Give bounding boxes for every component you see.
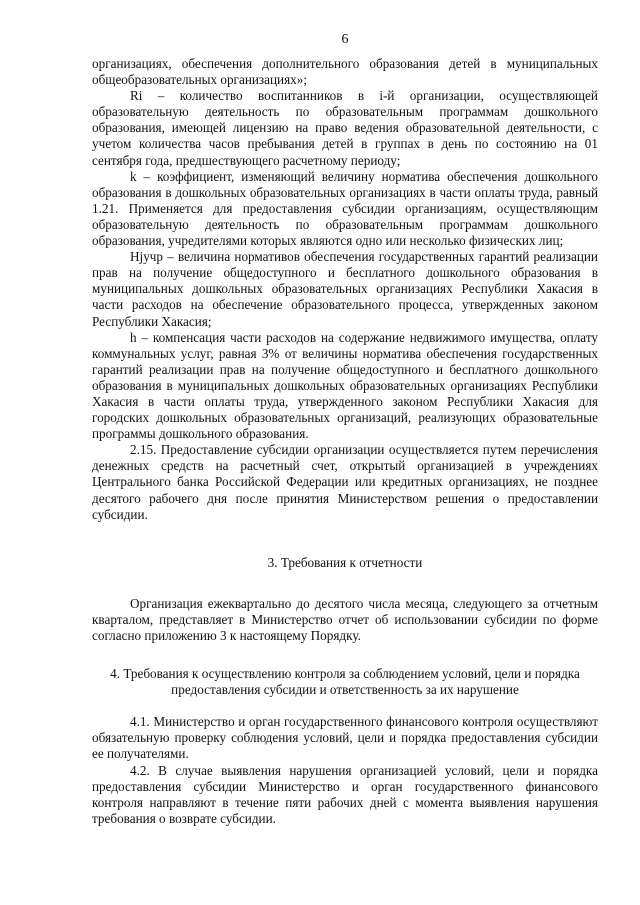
paragraph-4-1: 4.1. Министерство и орган государственного финансового контроля осуществляют обязательную проверку соблюдения условий, цели и порядка предоставления субсидии ее получателями.: [92, 714, 598, 762]
section-3-heading: 3. Требования к отчетности: [267, 554, 423, 570]
spacer: [92, 571, 598, 596]
paragraph-ri-definition: Ri – количество воспитанников в i-й организации, осуществляющей образовательную деятельность по образовательным программам дошкольного образования, имеющей лицензию на право ведения образовательной деятельности, с учетом количества часов пребывания детей в группах в день по состоянию на 01 сентября года, предшествующего расчетному периоду;: [92, 88, 598, 168]
paragraph-nj-definition: Нјучр – величина нормативов обеспечения государственных гарантий реализации прав на получение общедоступного и бесплатного дошкольного образования в муниципальных дошкольных образовательных организациях Республики Хакасия в части расходов на обеспечение образовательного процесса, утвержденных законом Республики Хакасия;: [92, 249, 598, 329]
paragraph-h-definition: h – компенсация части расходов на содержание недвижимого имущества, оплату коммунальных услуг, равная 3% от величины норматива обеспечения государственных гарантий реализации прав на получение общедоступного и бесплатного дошкольного образования в муниципальных дошкольных образовательных организациях Республики Хакасия в части оплаты труда, утвержденного законом Республики Хакасия для городских дошкольных образовательных организаций, реализующих образовательные программы дошкольного образования.: [92, 329, 598, 442]
section-4-heading-line-1: 4. Требования к осуществлению контроля за соблюдением условий, цели и порядка: [110, 666, 580, 682]
spacer: [92, 698, 598, 714]
spacer: [92, 644, 598, 666]
paragraph-k-definition: k – коэффициент, изменяющий величину норматива обеспечения дошкольного образования в дошкольных образовательных организациях в части оплаты труда, равный 1.21. Применяется для предоставления субсидии организациям, осуществляющим образовательную деятельность по образовательным программам дошкольного образования, учредителями которых являются одно или несколько физических лиц;: [92, 168, 598, 249]
paragraph-2-15: 2.15. Предоставление субсидии организации осуществляется путем перечисления денежных средств на расчетный счет, открытый организацией в учреждениях Центрального банка Российской Федерации или кредитных организациях, не позднее десятого рабочего дня после принятия Министерством решения о предоставлении субсидии.: [92, 442, 598, 522]
page-number: 6: [341, 32, 349, 47]
paragraph-reporting: Организация ежеквартально до десятого числа месяца, следующего за отчетным кварталом, представляет в Министерство отчет об использовании субсидии по форме согласно приложению 3 к настоящему Порядку.: [92, 595, 598, 643]
spacer: [92, 523, 598, 555]
section-4-heading-line-2: предоставления субсидии и ответственность за их нарушение: [171, 682, 519, 698]
paragraph-4-2: 4.2. В случае выявления нарушения организацией условий, цели и порядка предоставления субсидии Министерство и орган государственного финансового контроля направляют в течение пяти рабочих дней с момента выявления нарушения требования о возврате субсидии.: [92, 762, 598, 826]
paragraph-continuation: организациях, обеспечения дополнительного образования детей в муниципальных общеобразовательных организациях»;: [92, 56, 598, 88]
